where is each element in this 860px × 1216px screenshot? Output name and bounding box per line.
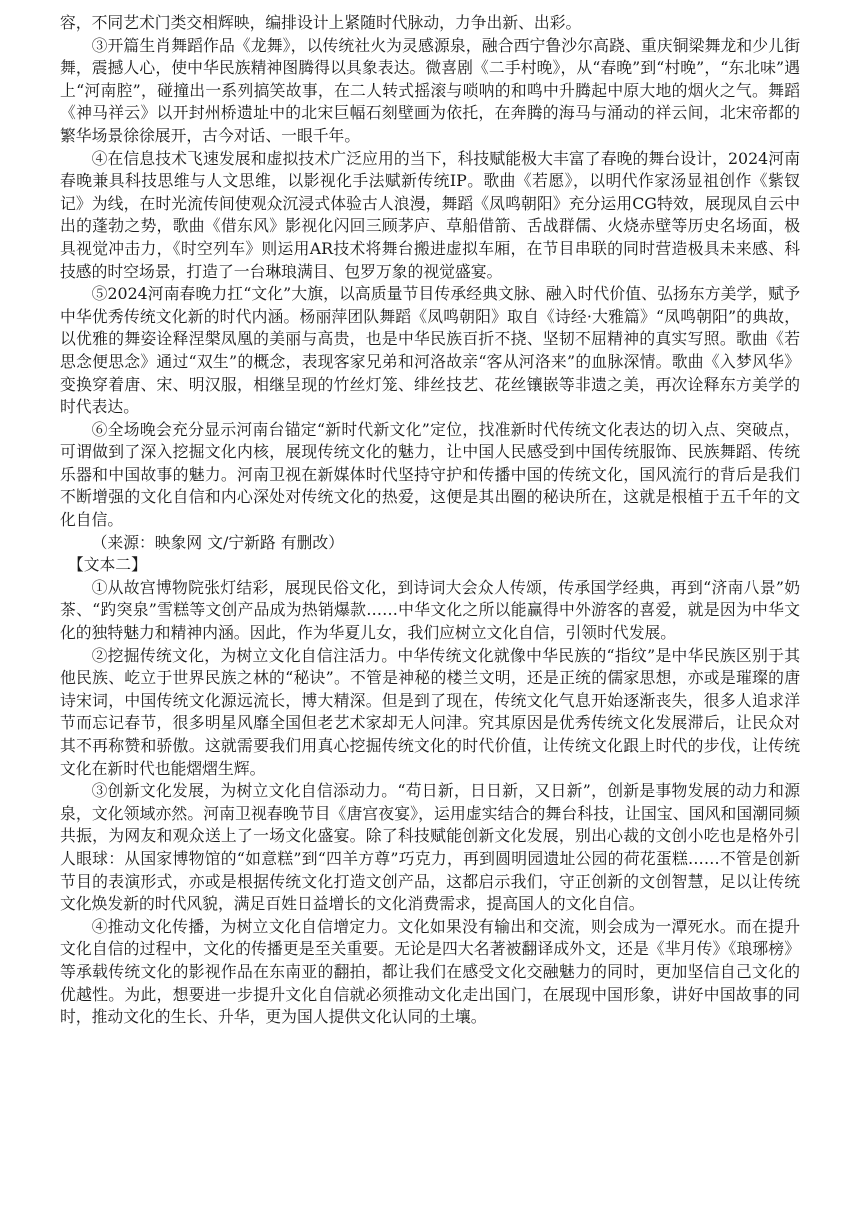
text-two-paragraph-2: ②挖掘传统文化，为树立文化自信注活力。中华传统文化就像中华民族的“指纹”是中华民族区别于其他民族、屹立于世界民族之林的“秘诀”。不管是神秘的楼兰文明，还是正统的儒家思想，亦或是璀璨的唐诗宋词，中国传统文化源远流长，博大精深。但是到了现在，传统文化气息开始逐渐丧失，很多人追求洋节而忘记春节，很多明星风靡全国但老艺术家却无人问津。究其原因是优秀传统文化发展滞后，让民众对其不再称赞和骄傲。这就需要我们用真心挖掘传统文化的时代价值，让传统文化跟上时代的步伐，让传统文化在新时代也能熠熠生辉。	[60, 645, 800, 778]
paragraph-4: ④在信息技术飞速发展和虚拟技术广泛应用的当下，科技赋能极大丰富了春晚的舞台设计，2024河南春晚兼具科技思维与人文思维，以影视化手法赋新传统IP。歌曲《若愿》，以明代作家汤显祖创作《紫钗记》为线，在时光流传间使观众沉浸式体验古人浪漫，舞蹈《凤鸣朝阳》充分运用CG特效，展现凤自云中出的蓬勃之势，歌曲《借东风》影视化闪回三顾茅庐、草船借箭、舌战群儒、火烧赤壁等历史名场面，极具视觉冲击力，《时空列车》则运用AR技术将舞台搬进虚拟车厢，在节目串联的同时营造极具未来感、科技感的时空场景，打造了一台琳琅满目、包罗万象的视觉盛宴。	[60, 148, 800, 281]
paragraph-6: ⑥全场晚会充分显示河南台锚定“新时代新文化”定位，找准新时代传统文化表达的切入点、突破点，可谓做到了深入挖掘文化内核，展现传统文化的魅力，让中国人民感受到中国传统服饰、民族舞蹈、传统乐器和中国故事的魅力。河南卫视在新媒体时代坚持守护和传播中国的传统文化，国风流行的背后是我们不断增强的文化自信和内心深处对传统文化的热爱，这便是其出圈的秘诀所在，这就是根植于五千年的文化自信。	[60, 419, 800, 530]
paragraph-continuation: 容，不同艺术门类交相辉映，编排设计上紧随时代脉动，力争出新、出彩。	[60, 13, 582, 32]
text-two-paragraph-1: ①从故宫博物院张灯结彩，展现民俗文化，到诗词大会众人传颂，传承国学经典，再到“济南八景”奶茶、“趵突泉”雪糕等文创产品成为热销爆款……中华文化之所以能赢得中外游客的喜爱，就是因为中华文化的独特魅力和精神内涵。因此，作为华夏儿女，我们应树立文化自信，引领时代发展。	[60, 577, 800, 643]
text-two-paragraph-4: ④推动文化传播，为树立文化自信增定力。文化如果没有输出和交流，则会成为一潭死水。而在提升文化自信的过程中，文化的传播更是至关重要。无论是四大名著被翻译成外文，还是《芈月传》《琅琊榜》等承载传统文化的影视作品在东南亚的翻拍，都让我们在感受文化交融魅力的同时，更加坚信自己文化的优越性。为此，想要进一步提升文化自信就必须推动文化走出国门，在展现中国形象，讲好中国故事的同时，推动文化的生长、升华，更为国人提供文化认同的土壤。	[60, 916, 800, 1027]
source-note: （来源：映象网 文/宁新路 有删改）	[91, 532, 344, 552]
section-heading-text-two: 【文本二】	[67, 555, 147, 575]
document-page	[60, 12, 800, 1029]
text-two-paragraph-3: ③创新文化发展，为树立文化自信添动力。“苟日新，日日新，又日新”，创新是事物发展的动力和源泉，文化领域亦然。河南卫视春晚节目《唐宫夜宴》，运用虚实结合的舞台科技，让国宝、国风和国潮同频共振，为网友和观众送上了一场文化盛宴。除了科技赋能创新文化发展，别出心裁的文创小吃也是格外引人眼球：从国家博物馆的“如意糕”到“四羊方尊”巧克力，再到圆明园遗址公园的荷花蛋糕……不管是创新节目的表演形式，亦或是根据传统文化打造文创产品，这都启示我们，守正创新的文创智慧，足以让传统文化焕发新的时代风貌，满足百姓日益增长的文化消费需求，提高国人的文化自信。	[60, 781, 800, 914]
paragraph-5: ⑤2024河南春晚力扛“文化”大旗，以高质量节目传承经典文脉、融入时代价值、弘扬东方美学，赋予中华优秀传统文化新的时代内涵。杨丽萍团队舞蹈《凤鸣朝阳》取自《诗经·大雅篇》“凤鸣朝阳”的典故，以优雅的舞姿诠释涅槃凤凰的美丽与高贵，也是中华民族百折不挠、坚韧不屈精神的真实写照。歌曲《若思念便思念》通过“双生”的概念，表现客家兄弟和河洛故亲“客从河洛来”的血脉深情。歌曲《入梦风华》变换穿着唐、宋、明汉服，相继呈现的竹丝灯笼、绯丝技艺、花丝镶嵌等非遗之美，再次诠释东方美学的时代表达。	[60, 284, 800, 417]
paragraph-3: ③开篇生肖舞蹈作品《龙舞》，以传统社火为灵感源泉，融合西宁鲁沙尔高跷、重庆铜梁舞龙和少儿街舞，震撼人心，使中华民族精神图腾得以具象表达。微喜剧《二手村晚》，从“春晚”到“村晚”，“东北味”遇上“河南腔”，碰撞出一系列搞笑故事，在二人转式摇滚与唢呐的和鸣中升腾起中原大地的烟火之气。舞蹈《神马祥云》以开封州桥遗址中的北宋巨幅石刻壁画为依托，在奔腾的海马与涌动的祥云间，北宋帝都的繁华场景徐徐展开，古今对话、一眼千年。	[60, 35, 800, 145]
